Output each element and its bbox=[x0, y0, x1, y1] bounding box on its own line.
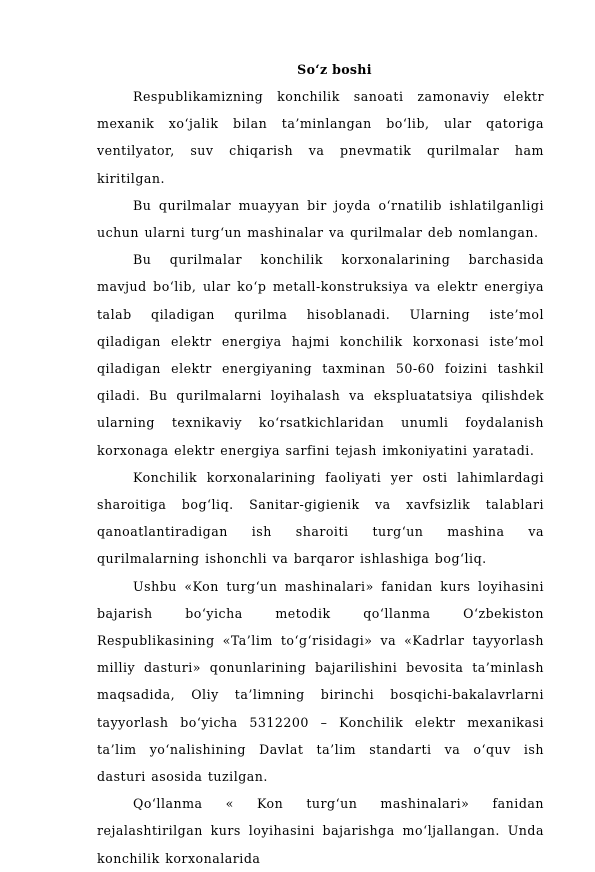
section-title: So‘z boshi bbox=[297, 62, 372, 77]
paragraph-3: Bu qurilmalar konchilik korxonalarining barchasida mavjud bo‘lib, ular ko‘p metall-konstruksiya va elektr energiya talab qiladigan qurilma hisoblanadi. Ularning iste’mol qiladigan elektr energiya hajmi konchilik korxonasi iste’mol qiladigan elektr energiyaning taxminan 50-60 foizini tashkil qiladi. Bu qurilmalarni loyihalash va ekspluatatsiya qilishdek ularning texnikaviy ko‘rsatkichlaridan unumli foydalanish korxonaga elektr energiya sarfini tejash imkoniyatini yaratadi. bbox=[97, 252, 544, 458]
paragraph-2: Bu qurilmalar muayyan bir joyda o‘rnatilib ishlatilganligi uchun ularni turg‘un mashinalar va qurilmalar deb nomlangan. bbox=[97, 197, 544, 241]
paragraph-5: Ushbu «Kon turg‘un mashinalari» fanidan kurs loyihasini bajarish bo‘yicha metodik qo‘llanma O‘zbekiston Respublikasining «Ta’lim to‘g‘risidagi» va «Kadrlar tayyorlash milliy dasturi» qonunlarining bajarilishini bevosita ta’minlash maqsadida, Oliy ta’limning birinchi bosqichi-bakalavrlarni tayyorlash bo‘yicha 5312200 – Konchilik elektr mexanikasi ta’lim yo‘nalishining Davlat ta’lim standarti va o‘quv ish dasturi asosida tuzilgan. bbox=[97, 578, 544, 785]
paragraph-4: Konchilik korxonalarining faoliyati yer osti lahimlardagi sharoitiga bog‘liq. Sanitar-gigienik va xavfsizlik talablari qanoatlantiradigan ish sharoiti turg‘un mashina va qurilmalarning ishonchli va barqaror ishlashiga bog‘liq. bbox=[97, 469, 544, 567]
paragraph-1: Respublikamizning konchilik sanoati zamonaviy elektr mexanik xo‘jalik bilan ta’minlangan bo‘lib, ular qatoriga ventilyator, suv chiqarish va pnevmatik qurilmalar ham kiritilgan. bbox=[97, 89, 544, 186]
page-content bbox=[97, 56, 544, 872]
paragraph-6: Qo‘llanma « Kon turg‘un mashinalari» fanidan rejalashtirilgan kurs loyihasini bajarishga mo‘ljallangan. Unda konchilik korxonalarida bbox=[97, 796, 544, 866]
